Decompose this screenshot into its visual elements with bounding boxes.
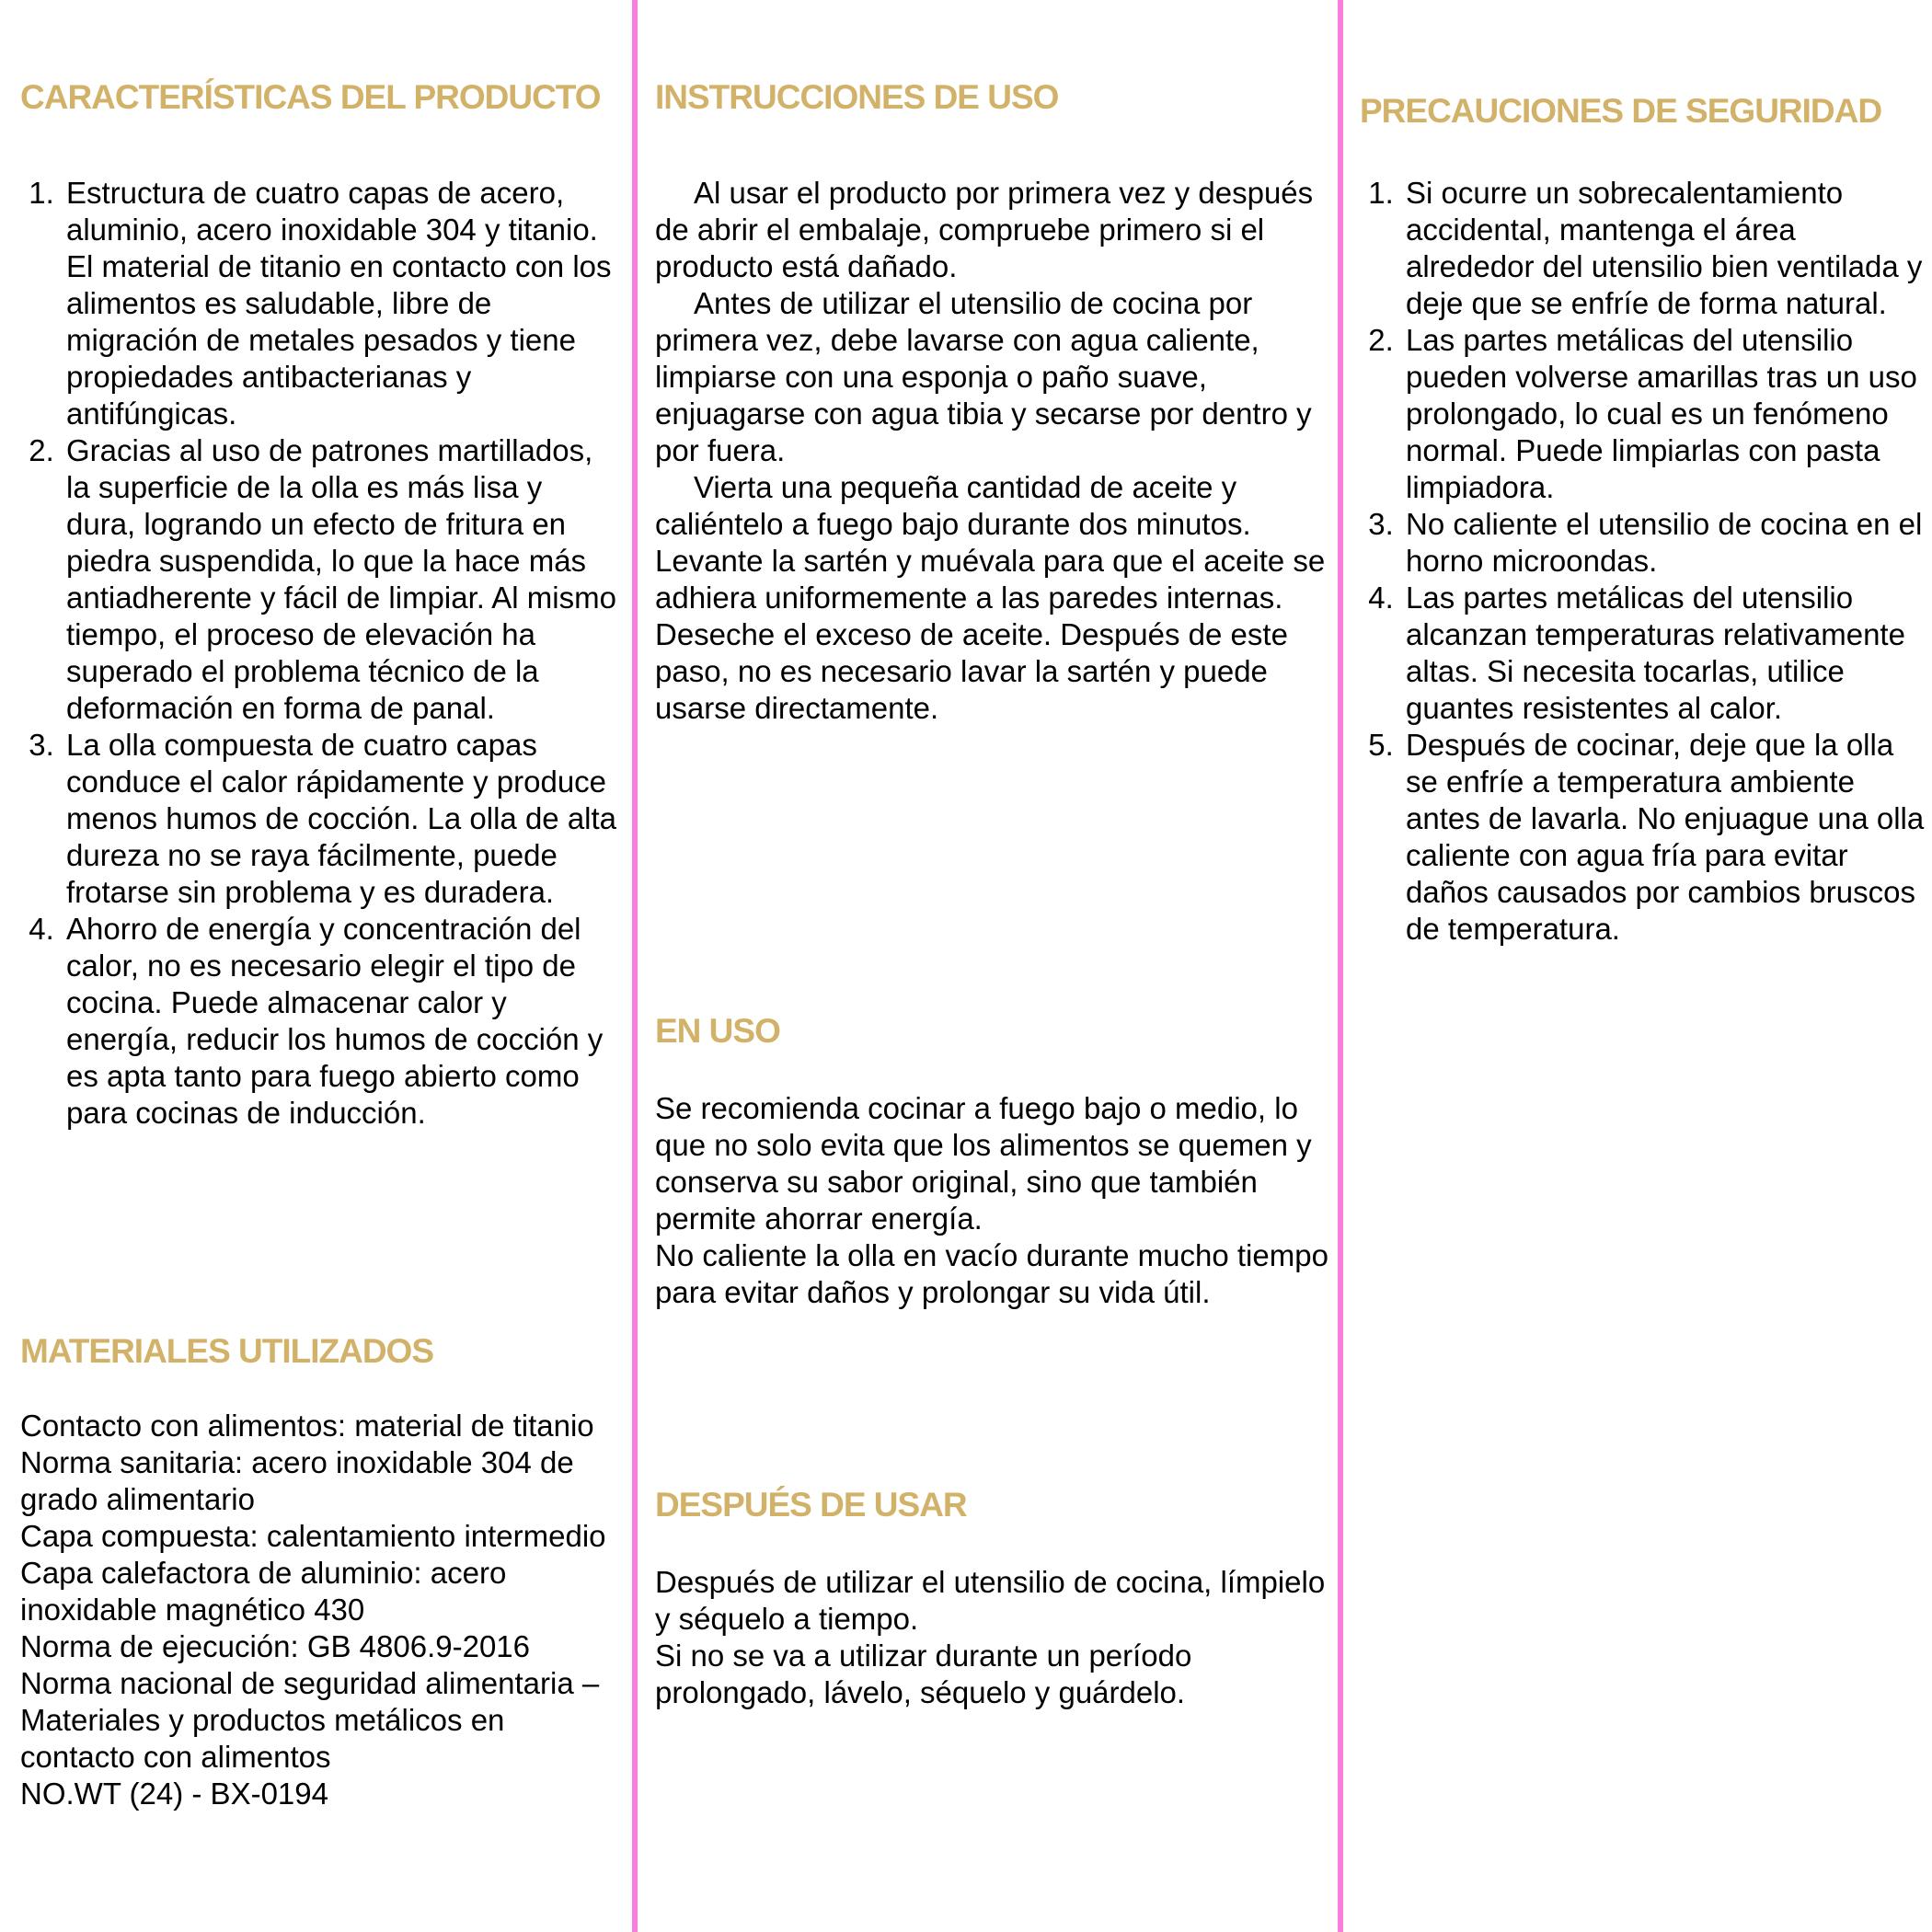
material-line-7: NO.WT (24) - BX-0194: [20, 1777, 328, 1811]
material-line-4: Capa calefactora de aluminio: acero inoxidable magnético 430: [20, 1556, 507, 1627]
feature-item-2: 2. Gracias al uso de patrones martillados, la superficie de la olla es más lisa y dura, logrando un efecto de fritura en piedra suspendida, lo que la hace más antiadherente y fácil de limpiar. Al mismo tiempo, el proceso de elevación ha superado el problema técnico de la deformación en forma de panal.: [63, 432, 618, 727]
material-line-2: Norma sanitaria: acero inoxidable 304 de grado alimentario: [20, 1445, 574, 1516]
material-line-3: Capa compuesta: calentamiento intermedio: [20, 1519, 606, 1553]
safety-item-5: 5. Después de cocinar, deje que la olla se enfríe a temperatura ambiente antes de lavarla. No enjuague una olla caliente con agua fría para evitar daños causados por cambios bruscos de temperatura.: [1402, 727, 1926, 948]
in-use-paragraphs: [655, 1090, 1340, 1311]
heading-en-uso: EN USO: [655, 1012, 780, 1050]
safety-precautions-list: [1360, 175, 1926, 948]
product-features-list: [20, 175, 618, 1132]
safety-item-3: 3. No caliente el utensilio de cocina en el horno microondas.: [1402, 506, 1926, 580]
after-use-paragraph-2: Si no se va a utilizar durante un período prolongado, lávelo, séquelo y guárdelo.: [655, 1639, 1192, 1709]
instructions-paragraph-2: Antes de utilizar el utensilio de cocina por primera vez, debe lavarse con agua caliente, limpiarse con una esponja o paño suave, enjuagarse con agua tibia y secarse por dentro y por fuera.: [655, 286, 1312, 467]
in-use-paragraph-2: No caliente la olla en vacío durante mucho tiempo para evitar daños y prolongar su vida útil.: [655, 1238, 1328, 1309]
after-use-paragraph-1: Después de utilizar el utensilio de cocina, límpielo y séquelo a tiempo.: [655, 1565, 1326, 1636]
safety-item-1: 1. Si ocurre un sobrecalentamiento accidental, mantenga el área alrededor del utensilio bien ventilada y deje que se enfríe de forma natural.: [1402, 175, 1926, 322]
heading-caracteristicas-del-producto: CARACTERÍSTICAS DEL PRODUCTO: [20, 78, 601, 116]
heading-despues-de-usar: DESPUÉS DE USAR: [655, 1486, 967, 1524]
feature-item-4: 4. Ahorro de energía y concentración del calor, no es necesario elegir el tipo de cocina. Puede almacenar calor y energía, reducir los humos de cocción y es apta tanto para fuego abierto como para cocinas de inducción.: [63, 911, 618, 1132]
feature-item-1: 1. Estructura de cuatro capas de acero, aluminio, acero inoxidable 304 y titanio. El material de titanio en contacto con los alimentos es saludable, libre de migración de metales pesados y tiene propiedades antibacterianas y antifúngicas.: [63, 175, 618, 432]
column-divider-right: [1338, 0, 1343, 1932]
heading-precauciones-de-seguridad: PRECAUCIONES DE SEGURIDAD: [1360, 92, 1882, 130]
safety-item-2: 2. Las partes metálicas del utensilio pueden volverse amarillas tras un uso prolongado, lo cual es un fenómeno normal. Puede limpiarlas con pasta limpiadora.: [1402, 322, 1926, 506]
materials-list: [20, 1408, 627, 1812]
instructions-paragraph-3: Vierta una pequeña cantidad de aceite y caliéntelo a fuego bajo durante dos minutos. Levante la sartén y muévala para que el aceite se adhiera uniformemente a las paredes internas. Deseche el exceso de aceite. Después de este paso, no es necesario lavar la sartén y puede usarse directamente.: [655, 470, 1326, 725]
instructions-paragraphs: [655, 175, 1334, 727]
material-line-1: Contacto con alimentos: material de titanio: [20, 1409, 594, 1443]
instructions-paragraph-1: Al usar el producto por primera vez y después de abrir el embalaje, compruebe primero si el producto está dañado.: [655, 176, 1314, 283]
column-divider-left: [632, 0, 638, 1932]
after-use-paragraphs: [655, 1564, 1334, 1711]
heading-materiales-utilizados: MATERIALES UTILIZADOS: [20, 1332, 434, 1370]
in-use-paragraph-1: Se recomienda cocinar a fuego bajo o medio, lo que no solo evita que los alimentos se quemen y conserva su sabor original, sino que también permite ahorrar energía.: [655, 1091, 1312, 1236]
feature-item-3: 3. La olla compuesta de cuatro capas conduce el calor rápidamente y produce menos humos de cocción. La olla de alta dureza no se raya fácilmente, puede frotarse sin problema y es duradera.: [63, 727, 618, 911]
material-line-6: Norma nacional de seguridad alimentaria – Materiales y productos metálicos en contacto con alimentos: [20, 1666, 600, 1774]
heading-instrucciones-de-uso: INSTRUCCIONES DE USO: [655, 78, 1059, 116]
material-line-5: Norma de ejecución: GB 4806.9-2016: [20, 1629, 531, 1663]
safety-item-4: 4. Las partes metálicas del utensilio alcanzan temperaturas relativamente altas. Si necesita tocarlas, utilice guantes resistentes al calor.: [1402, 580, 1926, 727]
